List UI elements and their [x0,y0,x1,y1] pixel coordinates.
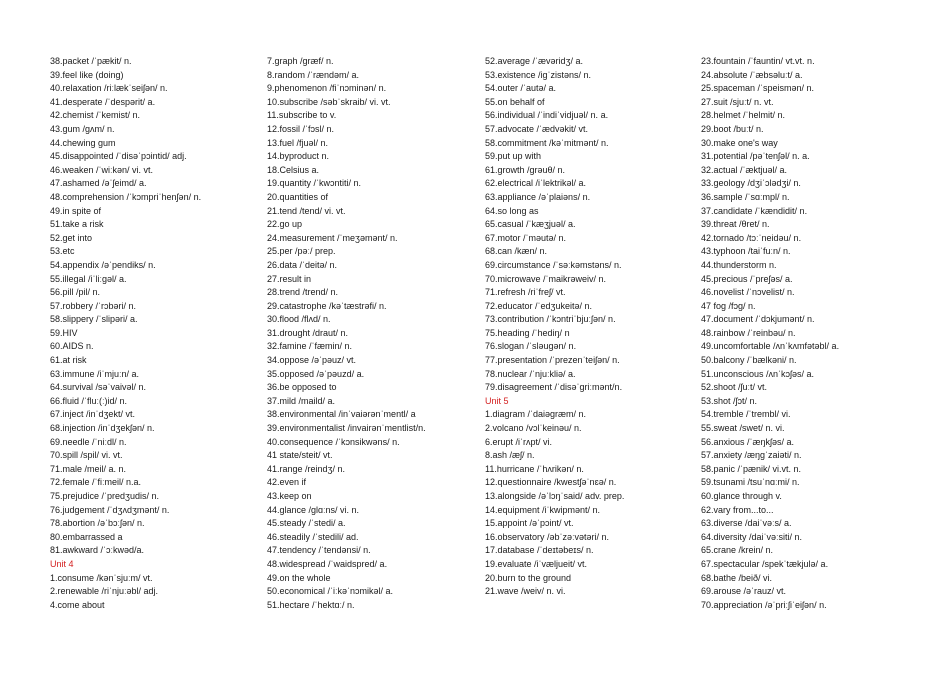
vocab-entry: 76.slogan /ˈsləugən/ n. [485,341,577,352]
vocab-entry: 11.subscribe to v. [267,110,337,121]
vocab-entry: 76.judgement /ˈdʒʌdʒmənt/ n. [50,504,170,515]
vocab-entry: 70.appreciation /əˈpriːʃiˈeiʃən/ n. [701,599,827,610]
vocab-entry: 9.phenomenon /fiˈnɔminən/ n. [267,83,387,94]
vocab-entry: 27.suit /sjuːt/ n. vt. [701,96,774,107]
vocab-entry: 56.anxious /ˈæŋkʃəs/ a. [701,436,795,447]
vocab-entry: 72.female /ˈfiːmeil/ n.a. [50,477,142,488]
vocab-entry: 29.catastrophe /kəˈtæstrəfi/ n. [267,300,387,311]
vocab-entry: 45.precious /ˈpreʃəs/ a. [701,273,793,284]
vocab-entry: 1.consume /kənˈsjuːm/ vt. [50,572,153,583]
vocab-entry: 10.subscribe /səbˈskraib/ vi. vt. [267,96,391,107]
vocab-entry: 78.nuclear /ˈnjuːkliə/ a. [485,368,576,379]
vocab-entry: 37.candidate /ˈkændidit/ n. [701,205,808,216]
vocab-entry: 17.database /ˈdeɪtəbeɪs/ n. [485,545,594,556]
vocab-entry: 48.widespread /ˈwaidspred/ a. [267,558,388,569]
vocab-entry: 32.famine /ˈfæmin/ n. [267,341,353,352]
vocab-entry: 58.commitment /kəˈmitmənt/ n. [485,137,609,148]
vocab-entry: 65.crane /krein/ n. [701,545,774,556]
vocab-entry: 1.diagram /ˈdaiəgræm/ n. [485,409,587,420]
vocab-entry: 41 state/steit/ vt. [267,450,333,461]
vocab-entry: 68.bathe /beið/ vi. [701,572,773,583]
vocab-entry: 26.data /ˈdeitə/ n. [267,259,338,270]
vocab-entry: 24.measurement /ˈmeʒəmənt/ n. [267,232,398,243]
vocab-entry: 64.so long as [485,205,539,216]
vocab-entry: 43.gum /gʌm/ n. [50,123,115,134]
vocab-entry: 2.renewable /riˈnjuːəbl/ adj. [50,586,159,597]
vocab-entry: 46.novelist /ˈnɔvelist/ n. [701,287,795,298]
vocab-entry: 6.erupt /iˈrʌpt/ vi. [485,436,553,447]
vocab-entry: 31.drought /draut/ n. [267,327,349,338]
vocab-entry: 40.consequence /ˈkɔnsikwəns/ n. [267,436,400,447]
vocab-entry: 58.panic /ˈpænik/ vi.vt. n. [701,463,802,474]
vocab-entry: 63.diverse /daiˈvəːs/ a. [701,518,792,529]
vocab-entry: 30.make one's way [701,137,778,148]
vocab-entry: 53.shot /ʃɔt/ n. [701,395,758,406]
vocab-entry: 47.tendency /ˈtendənsi/ n. [267,545,371,556]
vocab-entry: 19.quantity /ˈkwɔntiti/ n. [267,178,362,189]
vocab-entry: 44.glance /glɑːns/ vi. n. [267,504,360,515]
vocab-entry: 39.threat /θret/ n. [701,219,770,230]
vocab-entry: 15.appoint /əˈpɔint/ vt. [485,518,574,529]
vocab-entry: 21.wave /weiv/ n. vi. [485,586,566,597]
vocab-entry: 27.result in [267,273,312,284]
vocab-entry: 33.geology /dʒiˈɔlədʒi/ n. [701,178,801,189]
vocab-entry: 13.alongside /əˈlɔŋˈsaid/ adv. prep. [485,491,625,501]
vocab-column-1 [50,55,260,612]
vocab-entry: 22.go up [267,219,303,230]
vocab-entry: 16.observatory /əbˈzəːvətəri/ n. [485,531,610,542]
vocab-entry: 49.on the whole [267,572,331,583]
vocab-entry: 28.trend /trend/ n. [267,287,339,298]
vocab-entry: 75.prejudice /ˈpredʒudis/ n. [50,491,159,501]
vocab-entry: 44.chewing gum [50,137,116,148]
vocab-entry: 20.quantities of [267,191,329,202]
vocab-entry: 61.at risk [50,355,87,366]
vocab-entry: 49.in spite of [50,205,102,216]
vocab-entry: 47.ashamed /əˈʃeimd/ a. [50,178,147,189]
vocab-entry: 42.tornado /tɔːˈneidəu/ n. [701,232,802,243]
vocab-entry: 55.on behalf of [485,96,545,107]
vocab-entry: 14.byproduct n. [267,151,330,162]
vocab-entry: 7.graph /græf/ n. [267,56,334,66]
unit-heading: Unit 4 [50,558,74,569]
vocab-entry: 25.spaceman /ˈspeismən/ n. [701,83,815,94]
vocab-entry: 24.absolute /ˈæbsəluːt/ a. [701,69,803,80]
vocab-entry: 69.circumstance /ˈsəːkəmstəns/ n. [485,259,622,270]
vocab-entry: 8.random /ˈrændəm/ a. [267,69,360,80]
vocab-entry: 59.HIV [50,327,78,338]
vocab-entry: 57.advocate /ˈædvəkit/ vt. [485,123,589,134]
vocab-entry: 40.relaxation /riːlækˈseiʃən/ n. [50,83,168,94]
vocab-entry: 56.pill /pil/ n. [50,287,101,298]
vocab-entry: 51.unconscious /ʌnˈkɔʃəs/ a. [701,368,815,379]
vocab-entry: 79.disagreement /ˈdisəˈgriːmənt/n. [485,382,623,393]
vocab-entry: 55.sweat /swet/ n. vi. [701,423,785,434]
vocab-entry: 63.appliance /əˈplaiəns/ n. [485,191,591,202]
vocab-column-2 [267,55,477,612]
vocab-entry: 18.Celsius a. [267,164,320,175]
vocab-entry: 12.questionnaire /kwestʃəˈnɛə/ n. [485,477,617,488]
vocab-entry: 53.existence /igˈzistəns/ n. [485,69,592,80]
vocab-entry: 53.etc [50,246,75,257]
vocab-entry: 70.spill /spil/ vi. vt. [50,450,123,461]
vocab-entry: 38.environmental /inˈvaiərənˈmentl/ a [267,409,416,420]
vocab-entry: 60.AIDS n. [50,341,94,352]
vocab-entry: 51.take a risk [50,219,104,230]
vocab-entry: 71.male /meil/ a. n. [50,463,127,474]
vocab-entry: 44.thunderstorm n. [701,259,777,270]
vocab-entry: 50.economical /ˈiːkəˈnɔmikəl/ a. [267,586,394,597]
vocab-entry: 68.injection /inˈdʒekʃən/ n. [50,423,155,434]
vocab-entry: 64.diversity /daiˈvəːsiti/ n. [701,531,803,542]
vocab-entry: 52.shoot /ʃuːt/ vt. [701,382,768,393]
vocab-entry: 57.anxiety /æŋgˈzaiəti/ n. [701,450,802,461]
vocab-entry: 25.per /pəː/ prep. [267,246,336,257]
vocab-entry: 70.microwave /ˈmaikrəweiv/ n. [485,273,607,284]
vocab-entry: 69.arouse /əˈrauz/ vt. [701,586,787,597]
vocab-entry: 34.oppose /əˈpəuz/ vt. [267,355,357,366]
vocab-entry: 67.motor /ˈməutə/ n. [485,232,567,243]
vocab-entry: 80.embarrassed a [50,531,123,542]
vocab-entry: 11.hurricane /ˈhʌrikən/ n. [485,463,584,474]
vocab-entry: 42.even if [267,477,307,488]
vocab-entry: 69.needle /ˈniːdl/ n. [50,436,127,447]
vocab-entry: 47.document /ˈdɔkjumənt/ n. [701,314,815,325]
vocab-entry: 59.put up with [485,151,542,162]
vocab-entry: 46.steadily /ˈstedili/ ad. [267,531,359,542]
vocab-entry: 41.desperate /ˈdespərit/ a. [50,96,156,107]
vocab-entry: 36.be opposed to [267,382,337,393]
unit-heading: Unit 5 [485,395,509,406]
vocab-entry: 67.spectacular /spekˈtækjulə/ a. [701,558,829,569]
vocab-entry: 63.immune /iˈmjuːn/ a. [50,368,140,379]
vocab-entry: 35.opposed /əˈpəuzd/ a. [267,368,365,379]
vocab-entry: 48.comprehension /ˈkɔmpriˈhenʃən/ n. [50,191,202,202]
vocab-entry: 54.outer /ˈautə/ a. [485,83,557,94]
vocab-entry: 72.educator /ˈedʒukeitə/ n. [485,300,592,311]
vocab-entry: 38.packet /ˈpækit/ n. [50,56,132,66]
vocab-entry: 68.can /kæn/ n. [485,246,548,257]
vocab-entry: 47 fog /fɔg/ n. [701,300,756,311]
vocab-entry: 66.fluid /ˈfluː(ː)id/ n. [50,395,128,406]
vocab-entry: 19.evaluate /iˈvæljueit/ vt. [485,558,588,569]
vocab-entry: 52.get into [50,232,93,243]
vocab-entry: 36.sample /ˈsɑːmpl/ n. [701,191,790,202]
vocab-entry: 28.helmet /ˈhelmit/ n. [701,110,786,121]
vocab-entry: 2.volcano /vɔlˈkeinəu/ n. [485,423,582,434]
vocab-entry: 37.mild /maild/ a. [267,395,336,406]
vocab-entry: 29.boot /buːt/ n. [701,123,764,134]
vocab-entry: 62.vary from...to... [701,504,774,515]
vocab-entry: 54.appendix /əˈpendiks/ n. [50,259,156,270]
vocab-entry: 67.inject /inˈdʒekt/ vt. [50,409,135,420]
vocab-entry: 59.tsunami /tsuˈnɑːmi/ n. [701,477,800,488]
vocab-entry: 48.rainbow /ˈreinbəu/ n. [701,327,796,338]
vocab-entry: 43.keep on [267,491,312,501]
vocab-entry: 57.robbery /ˈrɔbəri/ n. [50,300,137,311]
vocab-entry: 75.heading /ˈhediŋ/ n [485,327,570,338]
vocab-entry: 46.weaken /ˈwiːkən/ vi. vt. [50,164,154,175]
vocab-entry: 43.typhoon /taiˈfuːn/ n. [701,246,791,257]
vocab-entry: 41.range /reindʒ/ n. [267,463,345,474]
vocab-entry: 60.glance through v. [701,491,782,501]
vocab-entry: 58.slippery /ˈslipəri/ a. [50,314,138,325]
vocab-entry: 52.average /ˈævəridʒ/ a. [485,56,583,66]
vocab-entry: 81.awkward /ˈɔːkwəd/a. [50,545,145,556]
vocab-entry: 50.balcony /ˈbælkəni/ n. [701,355,797,366]
vocab-entry: 49.uncomfortable /ʌnˈkʌmfətəbl/ a. [701,341,840,352]
vocab-entry: 39.environmentalist /invairənˈmentlist/n. [267,423,426,434]
vocab-column-4 [701,55,911,612]
vocab-entry: 73.contribution /ˈkɔntriˈbjuːʃən/ n. [485,314,616,325]
vocab-entry: 39.feel like (doing) [50,69,124,80]
vocab-entry: 45.disappointed /ˈdisəˈpɔintid/ adj. [50,151,187,162]
vocab-entry: 8.ash /æʃ/ n. [485,450,535,461]
vocab-entry: 13.fuel /fjuəl/ n. [267,137,329,148]
vocab-entry: 12.fossil /ˈfɔsl/ n. [267,123,335,134]
vocab-entry: 31.potential /pəˈtenʃəl/ n. a. [701,151,810,162]
vocab-entry: 14.equipment /iˈkwipmənt/ n. [485,504,601,515]
vocab-entry: 42.chemist /ˈkemist/ n. [50,110,141,121]
vocab-entry: 65.casual /ˈkæʒjuəl/ a. [485,219,576,230]
vocab-entry: 32.actual /ˈæktjuəl/ a. [701,164,788,175]
vocab-entry: 54.tremble /ˈtrembl/ vi. [701,409,791,420]
vocab-column-3 [485,55,695,599]
vocab-entry: 71.refresh /riˈfreʃ/ vt. [485,287,566,298]
vocab-entry: 62.electrical /iˈlektrikəl/ a. [485,178,587,189]
vocab-entry: 64.survival /səˈvaivəl/ n. [50,382,147,393]
vocab-entry: 21.tend /tend/ vi. vt. [267,205,346,216]
vocab-entry: 45.steady /ˈstedi/ a. [267,518,346,529]
vocab-entry: 56.individual /ˈindiˈvidjuəl/ n. a. [485,110,609,121]
vocab-entry: 20.burn to the ground [485,572,572,583]
vocab-entry: 51.hectare /ˈhektɑː/ n. [267,599,355,610]
vocab-entry: 55.illegal /iˈliːgəl/ a. [50,273,127,284]
vocab-entry: 23.fountain /ˈfauntin/ vt.vt. n. [701,56,815,66]
vocab-entry: 4.come about [50,599,105,610]
vocab-entry: 61.growth /grəuθ/ n. [485,164,566,175]
vocab-entry: 78.abortion /əˈbɔːʃən/ n. [50,518,145,529]
vocab-entry: 30.flood /flʌd/ n. [267,314,331,325]
vocab-entry: 77.presentation /ˈprezenˈteiʃən/ n. [485,355,620,366]
